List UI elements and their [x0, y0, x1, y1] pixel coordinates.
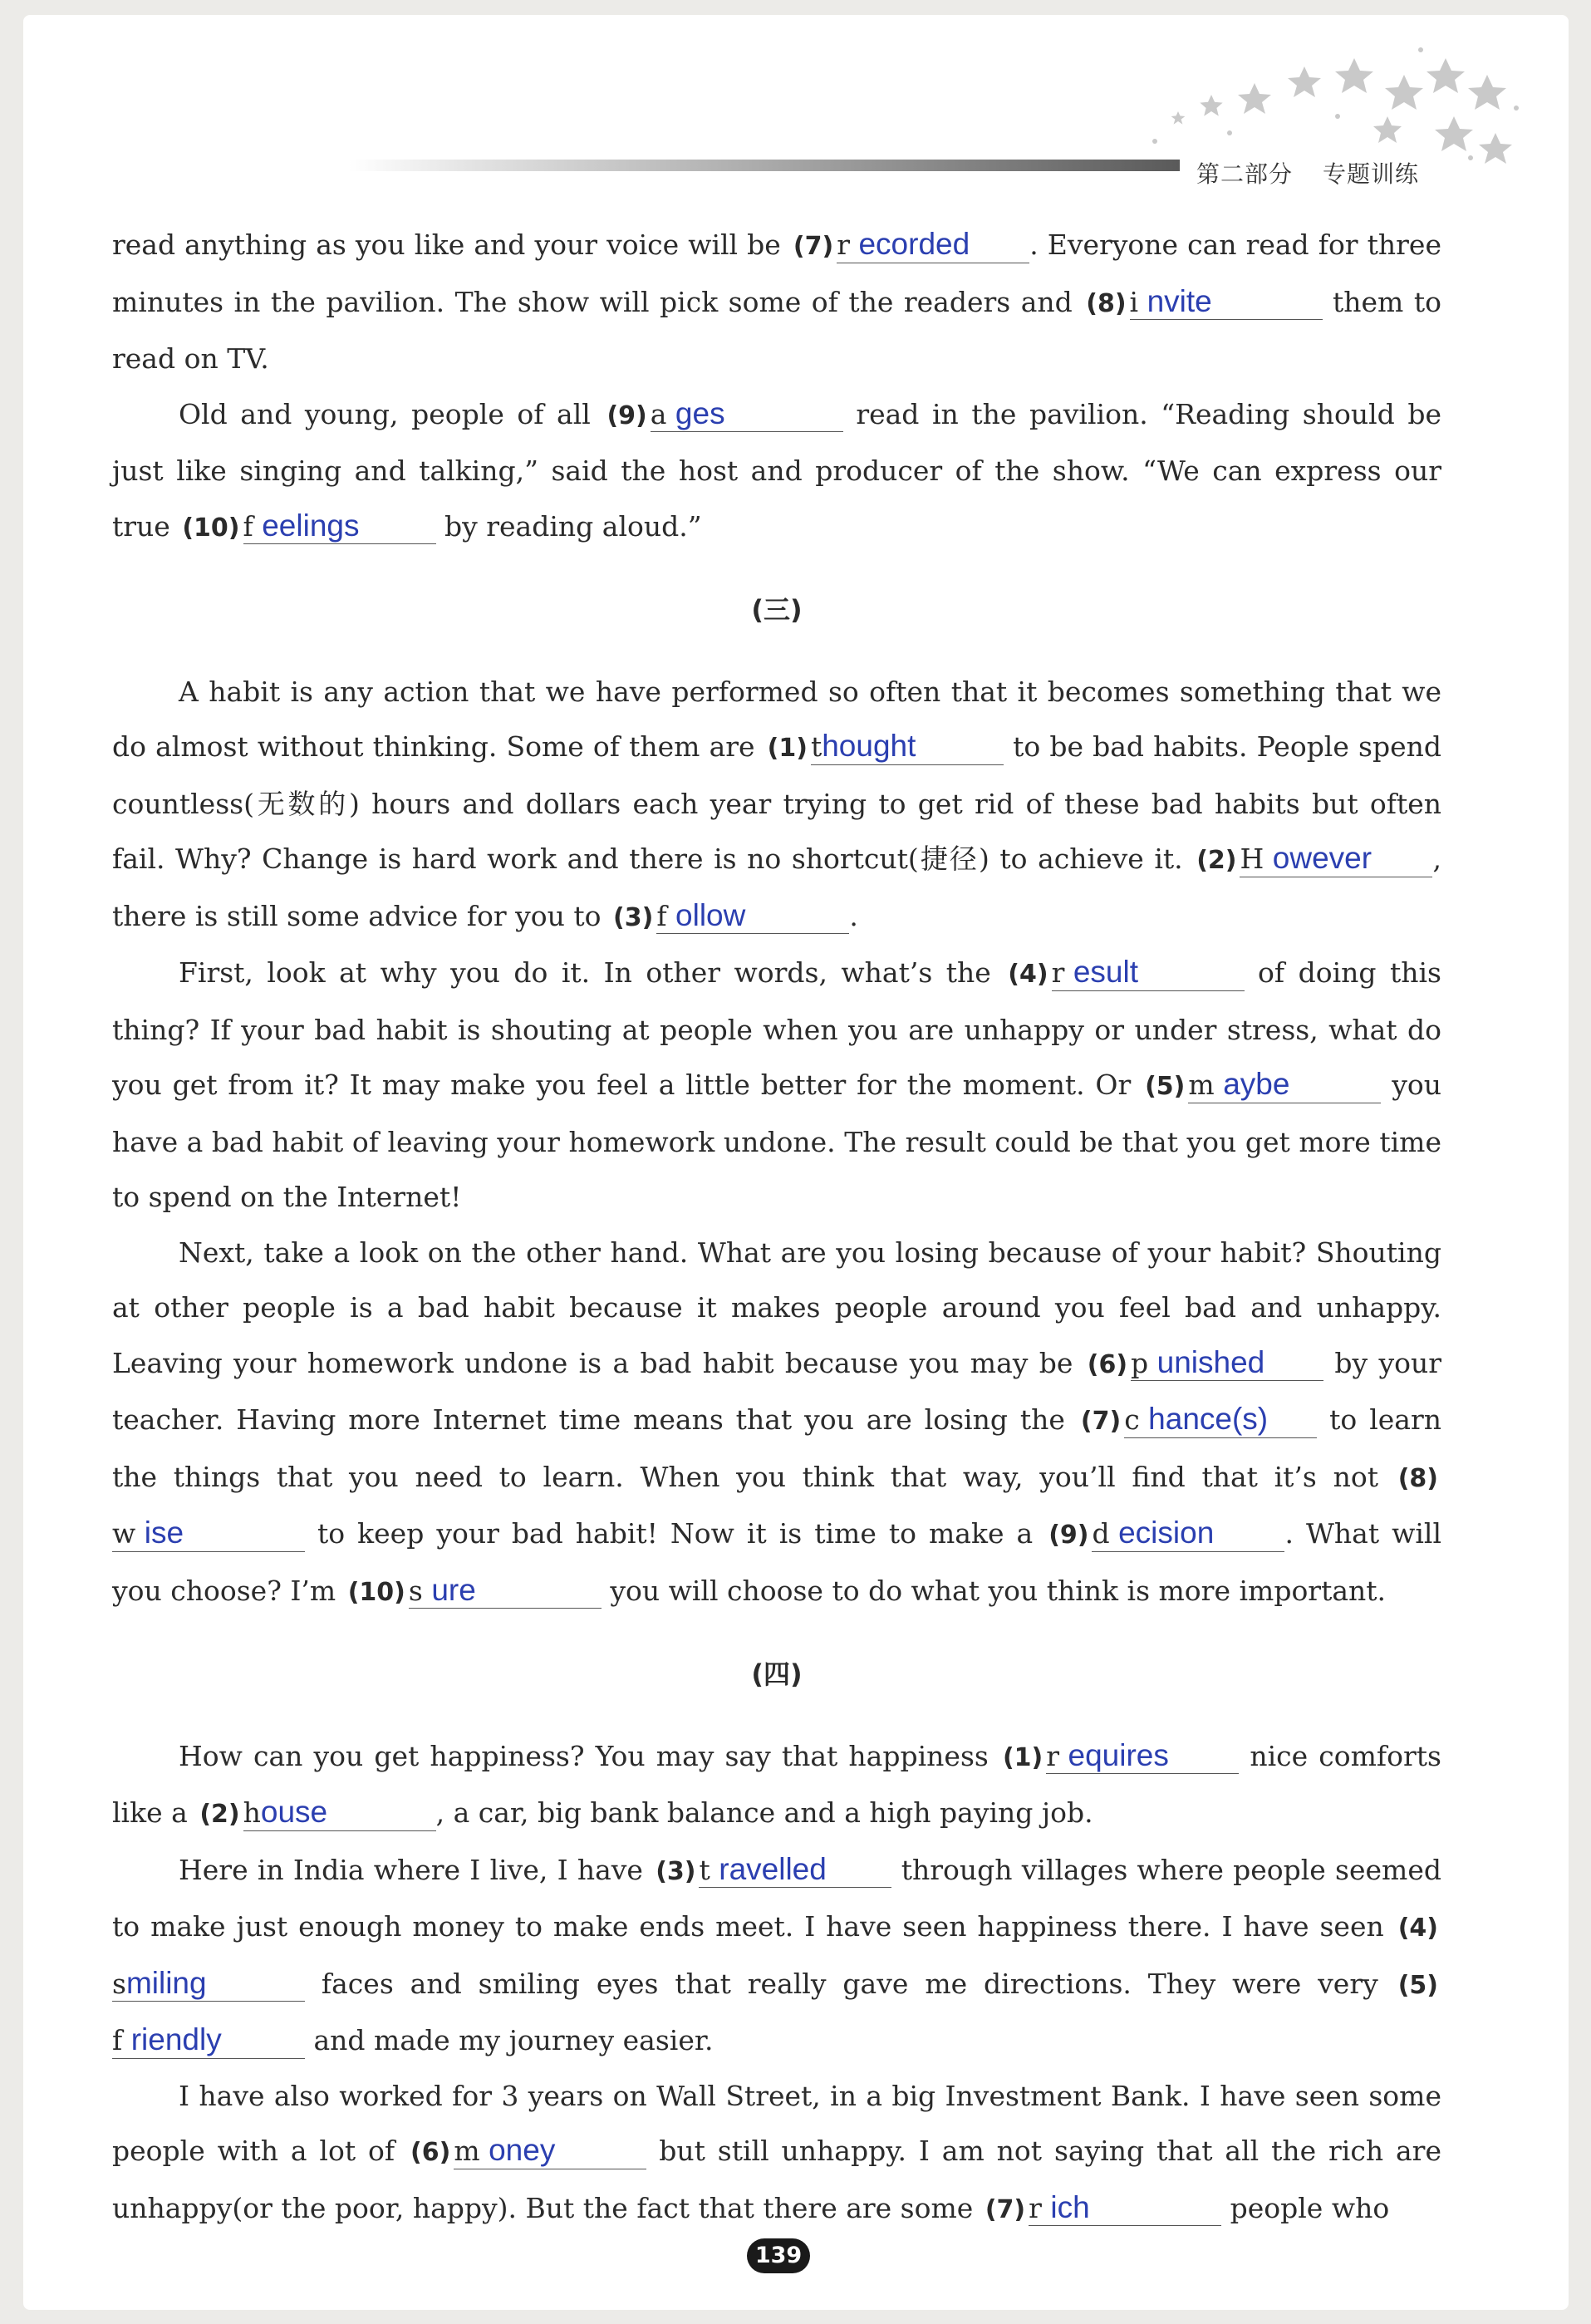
answer-blank-p2-q8[interactable]: i nvite [1130, 284, 1323, 321]
answer-text: esult [1073, 955, 1138, 989]
question-number: (3) [613, 902, 654, 932]
answer-blank-p3-q1[interactable]: thought [811, 729, 1004, 765]
answer-text: hance(s) [1148, 1402, 1269, 1436]
question-number: (6) [1087, 1349, 1128, 1379]
question-number: (2) [199, 1800, 240, 1829]
paragraph: Old and young, people of all (9) a ges read in the pavilion. “Reading should be just like singing and talking,” said the host and producer of the show. “We can express our true (10) f eelings by reading aloud.” [112, 387, 1441, 557]
answer-text: riendly [130, 2022, 222, 2056]
answer-text: ecision [1118, 1516, 1215, 1550]
question-number: (7) [1080, 1407, 1122, 1436]
answer-text: ouse [260, 1795, 328, 1829]
question-number: (7) [793, 232, 834, 261]
section-title-3: (三) [751, 594, 803, 626]
answer-blank-p2-q10[interactable]: f eelings [243, 509, 436, 545]
answer-blank-p2-q7[interactable]: r ecorded [837, 227, 1029, 263]
answer-blank-p4-q4[interactable]: smiling [112, 1966, 305, 2002]
question-number: (9) [1048, 1521, 1089, 1550]
answer-blank-p3-q6[interactable]: p unished [1131, 1345, 1323, 1382]
answer-text: eelings [262, 508, 360, 543]
question-number: (4) [1397, 1914, 1438, 1943]
question-number: (1) [1002, 1742, 1043, 1772]
question-number: (10) [182, 513, 240, 543]
question-number: (10) [347, 1577, 405, 1607]
header-rule [349, 160, 1180, 171]
question-number: (5) [1397, 1970, 1438, 2000]
answer-blank-p3-q5[interactable]: m aybe [1188, 1067, 1381, 1103]
question-number: (1) [767, 734, 808, 763]
answer-text: miling [125, 1965, 207, 2000]
answer-text: unished [1156, 1344, 1265, 1379]
question-number: (9) [606, 400, 647, 430]
header-part: 第二部分 [1196, 160, 1294, 188]
answer-blank-p4-q6[interactable]: m oney [454, 2133, 646, 2169]
question-number: (8) [1397, 1463, 1438, 1493]
answer-blank-p3-q2[interactable]: H owever [1240, 841, 1432, 877]
paragraph: I have also worked for 3 years on Wall Street, in a big Investment Bank. I have seen some people with a lot of (6) m oney but still unhappy. I am not saying that all the rich are unhappy(or the poor, happy). But the fact that there are some (7) r ich people who [112, 2069, 1441, 2238]
answer-text: ich [1050, 2189, 1090, 2224]
paragraph: Next, take a look on the other hand. What are you losing because of your habit? Shouting at other people is a bad habit because it makes people around you feel bad and unhappy. Leaving your homework undone is a bad habit because you may be (6) p unished by your teacher. Having more Internet time means that you are losing the (7) c hance(s) to learn the things that you need to learn. When you think that way, you’ll find that it’s not (8)w ise to keep your bad habit! Now it is time to make a (9) d ecision . What will you choose? I’m (10) s ure you will choose to do what you think is more important. [112, 1226, 1441, 1621]
answer-text: ecorded [858, 227, 970, 261]
answer-blank-p4-q5[interactable]: f riendly [112, 2022, 305, 2059]
answer-blank-p3-q9[interactable]: d ecision [1092, 1516, 1284, 1552]
answer-blank-p4-q3[interactable]: t ravelled [699, 1852, 891, 1889]
answer-blank-p4-q1[interactable]: r equires [1046, 1738, 1239, 1775]
paragraph: A habit is any action that we have performed so often that it becomes something that we do almost without thinking. Some of them are (1) thought to be bad habits. People spend countless(无数的) hours and dollars each year trying to get rid of these bad habits but often fail. Why? Change is hard work and there is no shortcut(捷径) to achieve it. (2) H owever , there is still some advice for you to (3) f ollow . [112, 665, 1441, 946]
answer-blank-p2-q9[interactable]: a ges [651, 396, 843, 433]
paragraph: First, look at why you do it. In other words, what’s the (4) r esult of doing this thing? If your bad habit is shouting at people when you are unhappy or under stress, what do you get from it? It may make you feel a little better for the moment. Or (5) m aybe you have a bad habit of leaving your homework undone. The result could be that you get more time to spend on the Internet! [112, 955, 1441, 1213]
question-number: (5) [1145, 1072, 1186, 1101]
question-number: (8) [1086, 288, 1127, 318]
answer-text: ges [675, 396, 725, 430]
answer-blank-p4-q7[interactable]: r ich [1029, 2190, 1221, 2227]
question-number: (6) [410, 2138, 451, 2167]
decorative-stars [1138, 42, 1529, 174]
answer-text: ollow [675, 897, 746, 932]
answer-text: ravelled [719, 1851, 827, 1886]
answer-blank-p3-q8[interactable]: w ise [112, 1516, 305, 1552]
paragraph: read anything as you like and your voice will be (7) r ecorded . Everyone can read for three minutes in the pavilion. The show will pick some of the readers and (8) i nvite them to read on TV. [112, 227, 1441, 375]
answer-text: owever [1272, 841, 1372, 875]
paragraph: How can you get happiness? You may say that happiness (1) r equires nice comforts like a (2) house , a car, big bank balance and a high paying job. [112, 1729, 1441, 1843]
answer-text: ise [144, 1516, 184, 1550]
answer-text: equires [1068, 1737, 1169, 1772]
answer-blank-p3-q10[interactable]: s ure [409, 1573, 602, 1609]
answer-blank-p3-q3[interactable]: f ollow [656, 898, 849, 935]
header-section: 专题训练 [1323, 160, 1420, 188]
answer-text: nvite [1147, 283, 1212, 318]
answer-text: oney [489, 2133, 556, 2167]
answer-blank-p3-q4[interactable]: r esult [1052, 955, 1245, 991]
section-title-4: (四) [751, 1658, 803, 1690]
answer-text: ure [431, 1572, 476, 1607]
question-number: (7) [985, 2194, 1026, 2224]
paragraph: Here in India where I live, I have (3) t ravelled through villages where people seemed to make just enough money to make ends meet. I have seen happiness there. I have seen (4)smiling faces and smiling eyes that really gave me directions. They were very (5)f riendly and made my journey easier. [112, 1843, 1441, 2069]
question-number: (3) [656, 1856, 696, 1886]
question-number: (2) [1196, 846, 1237, 875]
answer-text: hought [822, 729, 916, 763]
question-number: (4) [1008, 960, 1048, 989]
running-header [1196, 156, 1419, 189]
page-number-badge: 139 [747, 2238, 810, 2273]
answer-blank-p4-q2[interactable]: house [243, 1795, 436, 1831]
answer-blank-p3-q7[interactable]: c hance(s) [1124, 1402, 1317, 1438]
answer-text: aybe [1223, 1067, 1290, 1101]
page-content [112, 218, 1441, 2238]
